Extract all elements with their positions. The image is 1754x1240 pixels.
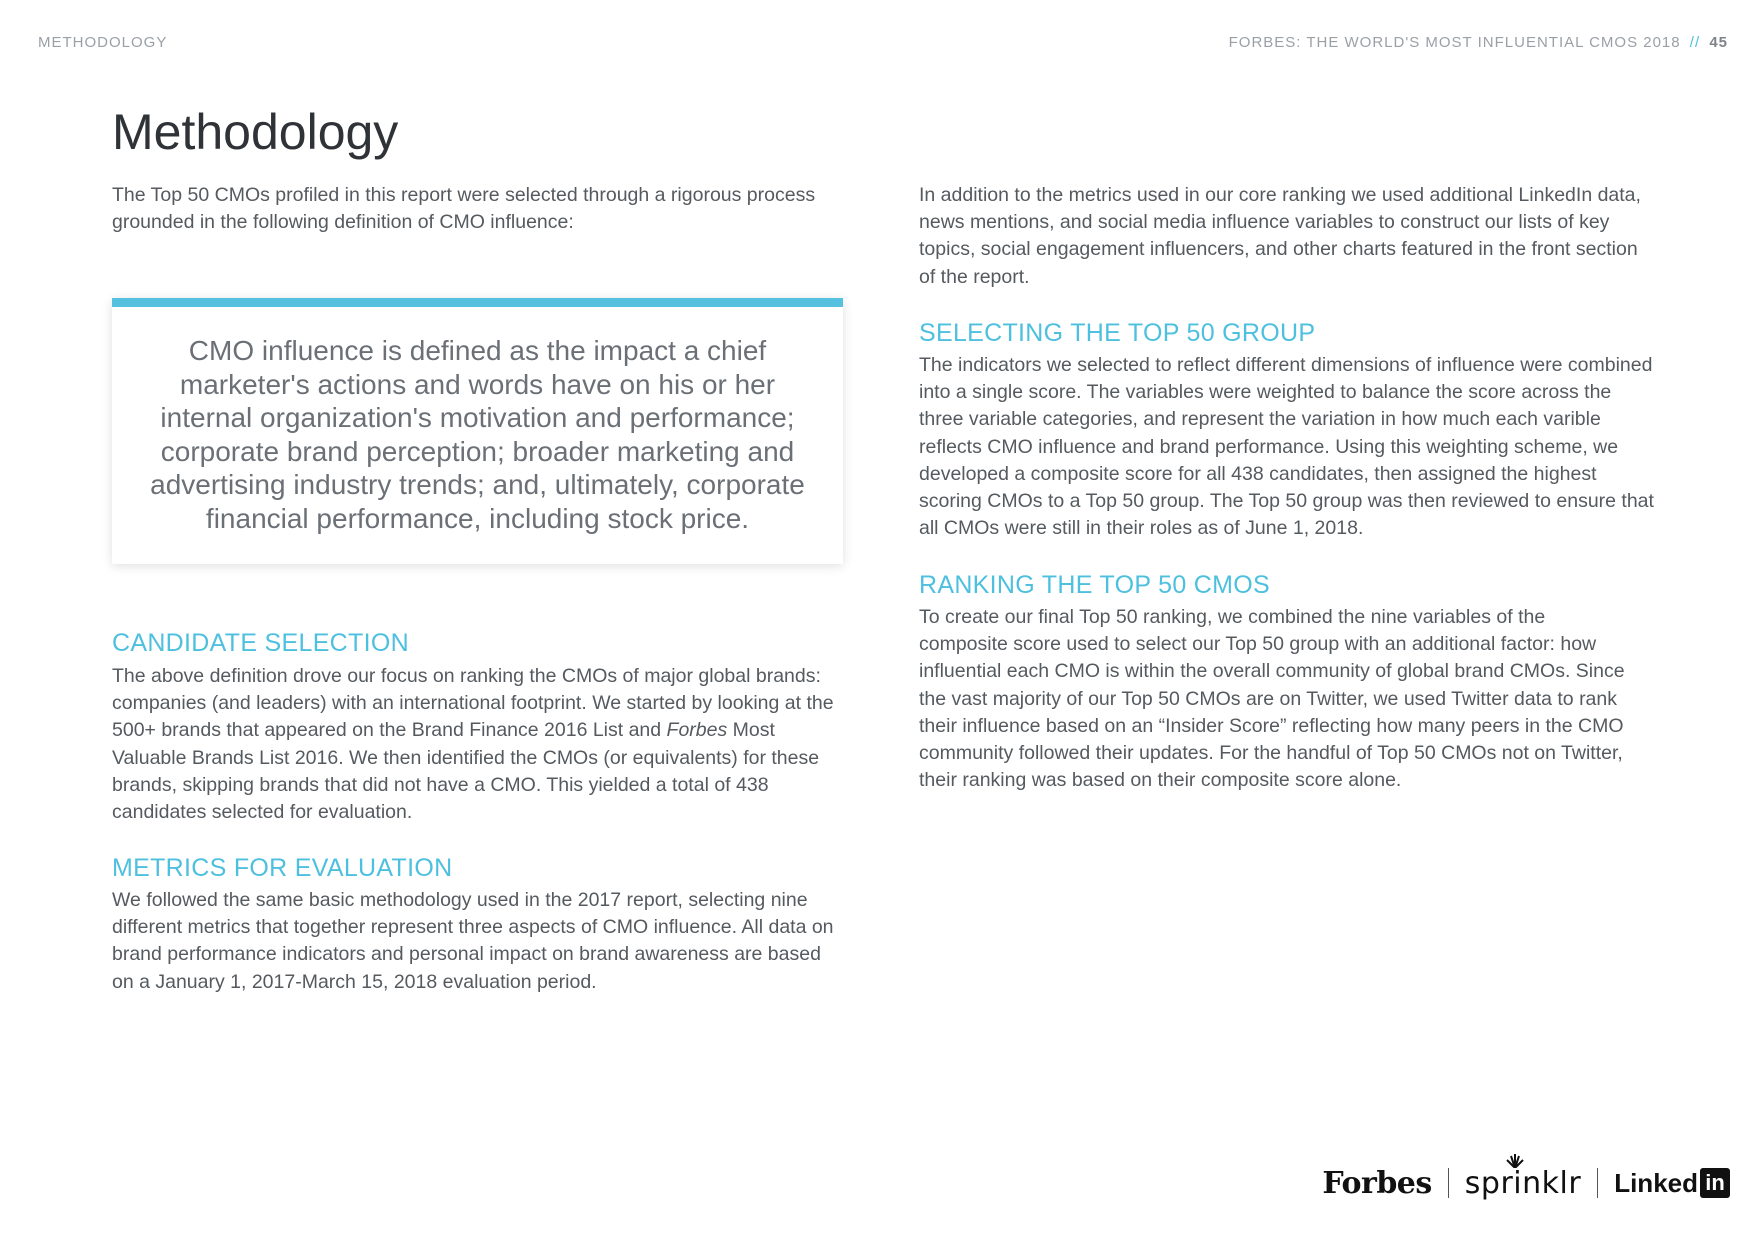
forbes-logo: Forbes (1322, 1165, 1432, 1201)
selecting-top50-body: The indicators we selected to reflect different dimensions of influence were combined into a single score. The variables were weighted to balance the score across the three variable categories, and represent the variation in how much each varible reflects CMO influence and brand performance. Using this weighting scheme, we developed a composite score for all 438 candidates, then assigned the highest scoring CMOs to a Top 50 group. The Top 50 group was then reviewed to ensure that all CMOs were still in their roles as of June 1, 2018. (919, 354, 1654, 540)
sprinklr-burst-icon (1505, 1154, 1525, 1168)
selecting-top50-heading: SELECTING THE TOP 50 GROUP (919, 319, 1316, 347)
right-column (919, 182, 1659, 291)
definition-callout-box (112, 298, 843, 564)
callout-accent-bar (112, 298, 843, 307)
metrics-heading: METRICS FOR EVALUATION (112, 854, 453, 882)
ranking-top50-heading: RANKING THE TOP 50 CMOS (919, 571, 1270, 599)
page-number: 45 (1709, 34, 1728, 51)
linkedin-logo (1614, 1168, 1730, 1199)
sprinklr-logo (1465, 1166, 1581, 1201)
candidate-selection-text-1: The above definition drove our focus on ranking the CMOs of major global brands: companies (and leaders) with an international footprint. We started by looking at the 500+ brands that appeared on the Brand Finance 2016 List and (112, 665, 834, 742)
running-header-section: METHODOLOGY (38, 34, 168, 51)
candidate-selection-heading: CANDIDATE SELECTION (112, 629, 409, 657)
metrics-body: We followed the same basic methodology used in the 2017 report, selecting nine different metrics that together represent three aspects of CMO influence. All data on brand performance indicators and personal impact on brand awareness are based on a January 1, 2017-March 15, 2018 evaluation period. (112, 889, 834, 993)
definition-quote: CMO influence is defined as the impact a chief marketer's actions and words have on his or her internal organization's motivation and performance; corporate brand perception; broader marketing and advertising industry trends; and, ultimately, corporate financial performance, including stock price. (150, 335, 805, 534)
header-separator: // (1689, 34, 1701, 51)
page-title: Methodology (112, 104, 399, 160)
logo-divider (1597, 1168, 1598, 1198)
left-intro-paragraph: The Top 50 CMOs profiled in this report were selected through a rigorous process grounded in the following definition of CMO influence: (112, 184, 816, 234)
candidate-selection-text-2: Most Valuable Brands List 2016. We then identified the CMOs (or equivalents) for these brands, skipping brands that did not have a CMO. This yielded a total of 438 candidates selected for evaluation. (112, 719, 820, 824)
running-header-publication (1229, 34, 1728, 51)
ranking-top50-body: To create our final Top 50 ranking, we combined the nine variables of the composite score used to select our Top 50 group with an additional factor: how influential each CMO is within the overall community of global brand CMOs. Since the vast majority of our Top 50 CMOs are on Twitter, we used Twitter data to rank their influence based on an “Insider Score” reflecting how many peers in the CMO community followed their updates. For the handful of Top 50 CMOs not on Twitter, their ranking was based on their composite score alone. (919, 606, 1625, 792)
logo-divider (1448, 1168, 1449, 1198)
right-intro-paragraph: In addition to the metrics used in our core ranking we used additional LinkedIn data, news mentions, and social media influence variables to construct our lists of key topics, social engagement influencers, and other charts featured in the front section of the report. (919, 184, 1641, 288)
publication-title: FORBES: THE WORLD'S MOST INFLUENTIAL CMOS 2018 (1228, 34, 1681, 51)
linkedin-wordmark: Linked (1614, 1167, 1698, 1198)
sponsor-logos (1322, 1158, 1730, 1208)
forbes-italic: Forbes (666, 719, 728, 742)
sprinklr-wordmark: sprinklr (1464, 1165, 1582, 1201)
linkedin-in-icon: in (1700, 1168, 1730, 1198)
left-column (112, 182, 842, 236)
candidate-selection-body (112, 663, 842, 826)
